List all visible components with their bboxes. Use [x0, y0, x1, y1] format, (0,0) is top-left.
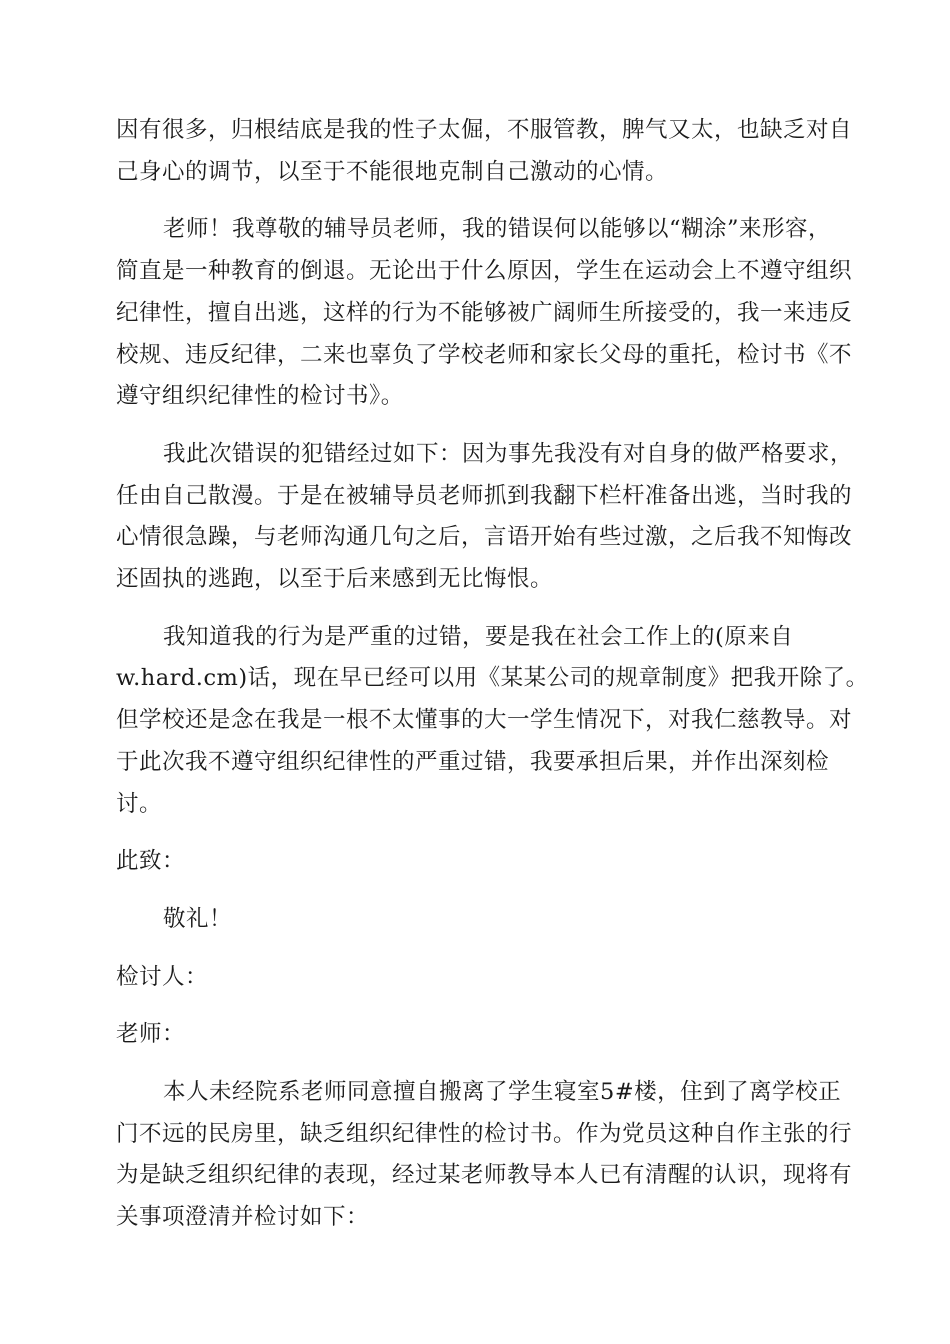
text-line: 因有很多，归根结底是我的性子太倔，不服管教，脾气又太，也缺乏对自	[116, 117, 853, 143]
signer-line	[116, 957, 834, 999]
text-line: 老师！我尊敬的辅导员老师，我的错误何以能够以“糊涂”来形容，	[163, 216, 832, 243]
text-line: 纪律性，擅自出逃，这样的行为不能够被广阔师生所接受的，我一来违反	[116, 299, 853, 326]
paragraph-4	[116, 617, 869, 826]
text-line: 我此次错误的犯错经过如下：因为事先我没有对自身的做严格要求，	[163, 440, 854, 467]
text-line: 校规、违反纪律，二来也辜负了学校老师和家长父母的重托，检讨书《不	[116, 341, 853, 368]
text-line: w.hard.cm)话，现在早已经可以用《某某公司的规章制度》把我开除了。	[116, 665, 869, 692]
signer-label: 检讨人：	[116, 963, 209, 990]
text-line: 心情很急躁，与老师沟通几句之后，言语开始有些过激，之后我不知悔改	[116, 524, 853, 551]
teacher-line	[116, 1014, 834, 1056]
text-line: 于此次我不遵守组织纪律性的严重过错，我要承担后果，并作出深刻检	[116, 748, 830, 775]
salute-text: 敬礼！	[163, 905, 233, 932]
text-line: 但学校还是念在我是一根不太懂事的大一学生情况下，对我仁慈教导。对	[116, 707, 853, 734]
text-line: 本人未经院系老师同意擅自搬离了学生寝室5#楼，住到了离学校正	[163, 1079, 842, 1106]
text-line: 门不远的民房里，缺乏组织纪律性的检讨书。作为党员这种自作主张的行	[116, 1120, 853, 1147]
text-line: 任由自己散漫。于是在被辅导员老师抓到我翻下栏杆准备出逃，当时我的	[116, 482, 853, 509]
paragraph-5	[116, 1072, 853, 1239]
teacher-label: 老师：	[116, 1021, 186, 1048]
text-line: 简直是一种教育的倒退。无论出于什么原因，学生在运动会上不遵守组织	[116, 258, 853, 285]
document-body	[116, 110, 869, 1255]
text-line: 我知道我的行为是严重的过错，要是我在社会工作上的(原来自	[163, 623, 794, 650]
text-line: 还固执的逃跑，以至于后来感到无比悔恨。	[116, 566, 554, 593]
salute-line	[116, 899, 834, 941]
text-line: 讨。	[116, 790, 163, 817]
paragraph-3	[116, 434, 854, 601]
text-line: 己身心的调节，以至于不能很地克制自己激动的心情。	[116, 158, 669, 185]
paragraph-1	[116, 110, 853, 193]
text-line: 关事项澄清并检讨如下：	[116, 1204, 370, 1231]
closing-line	[116, 841, 834, 883]
closing-text: 此致：	[116, 848, 186, 875]
paragraph-2	[116, 209, 853, 418]
text-line: 为是缺乏组织纪律的表现，经过某老师教导本人已有清醒的认识，现将有	[116, 1162, 853, 1189]
text-line: 遵守组织纪律性的检讨书》。	[116, 383, 404, 410]
